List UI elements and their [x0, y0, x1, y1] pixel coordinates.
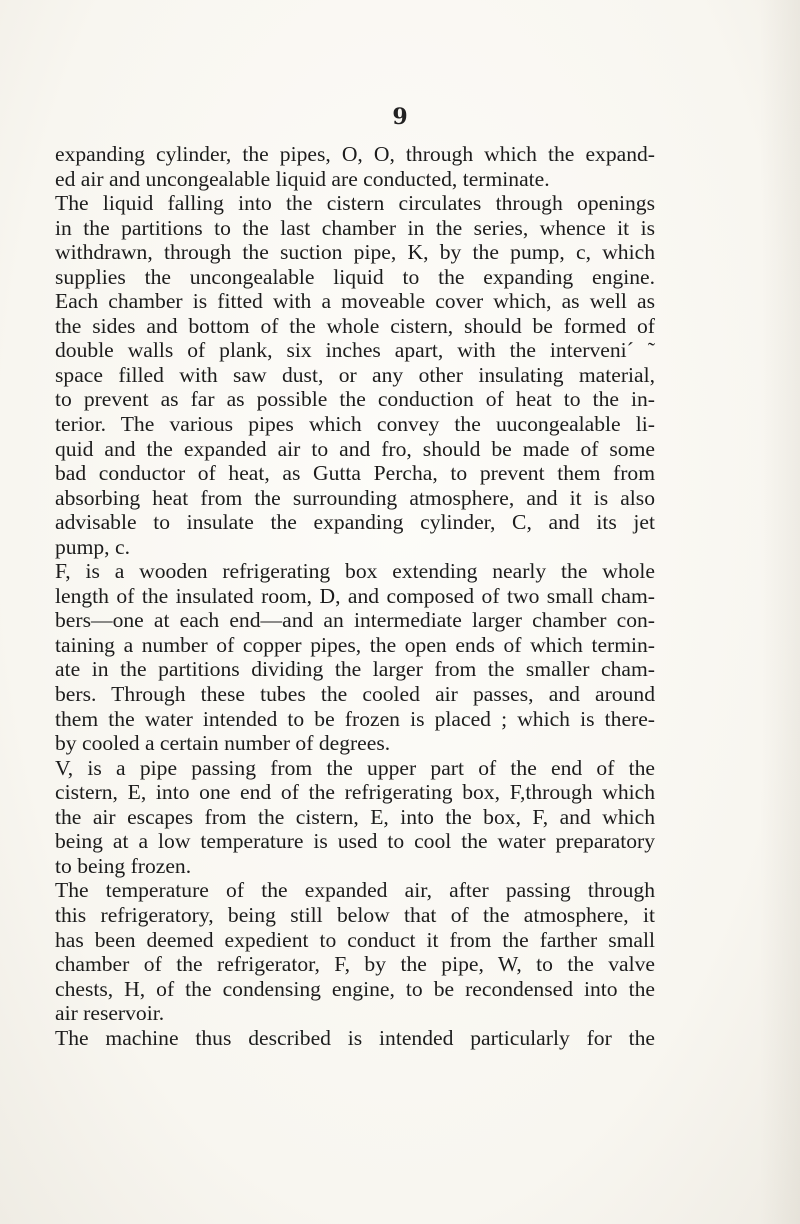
text-line: supplies the uncongealable liquid to the expanding engine.	[55, 264, 655, 289]
text-line: to being frozen.	[55, 853, 192, 878]
text-line: has been deemed expedient to conduct it from the farther small	[55, 927, 655, 952]
text-line: ate in the partitions dividing the larger from the smaller cham-	[55, 657, 655, 682]
text-line: chamber of the refrigerator, F, by the pipe, W, to the valve	[55, 952, 655, 977]
text-line: the sides and bottom of the whole cistern, should be formed of	[55, 313, 655, 338]
text-line: by cooled a certain number of degrees.	[55, 731, 391, 756]
text-line: cistern, E, into one end of the refrigerating box, F,through which	[55, 780, 655, 805]
text-line: The temperature of the expanded air, after passing through	[55, 878, 655, 903]
text-line: The machine thus described is intended particularly for the	[55, 1025, 655, 1050]
text-line: bers. Through these tubes the cooled air passes, and around	[55, 682, 655, 707]
page-edge-shadow	[760, 0, 800, 1224]
text-line: F, is a wooden refrigerating box extending nearly the whole	[55, 559, 655, 584]
text-line: absorbing heat from the surrounding atmosphere, and it is also	[55, 485, 655, 510]
text-line: terior. The various pipes which convey the uucongealable li-	[55, 412, 655, 437]
text-line: ed air and uncongealable liquid are conducted, terminate.	[55, 166, 550, 191]
text-line: The liquid falling into the cistern circulates through openings	[55, 191, 655, 216]
text-line: length of the insulated room, D, and composed of two small cham-	[55, 583, 655, 608]
text-line: to prevent as far as possible the conduction of heat to the in-	[55, 387, 655, 412]
text-line: bers—one at each end—and an intermediate larger chamber con-	[55, 608, 655, 633]
text-line: the air escapes from the cistern, E, into the box, F, and which	[55, 804, 655, 829]
text-line: space filled with saw dust, or any other insulating material,	[55, 362, 655, 387]
text-line: in the partitions to the last chamber in the series, whence it is	[55, 215, 655, 240]
body-text	[55, 142, 655, 1050]
text-line: chests, H, of the condensing engine, to be recondensed into the	[55, 976, 655, 1001]
text-line: bad conductor of heat, as Gutta Percha, to prevent them from	[55, 461, 655, 486]
text-line: being at a low temperature is used to cool the water preparatory	[55, 829, 655, 854]
text-line: air reservoir.	[55, 1001, 165, 1026]
text-line: expanding cylinder, the pipes, O, O, through which the expand-	[55, 142, 655, 166]
page-number: 9	[392, 104, 408, 130]
text-line: advisable to insulate the expanding cylinder, C, and its jet	[55, 510, 655, 535]
text-line: them the water intended to be frozen is placed ; which is there-	[55, 706, 655, 731]
text-line: pump, c.	[55, 534, 130, 559]
text-line: double walls of plank, six inches apart, with the interveni´ ˜	[55, 338, 655, 363]
text-line: taining a number of copper pipes, the open ends of which termin-	[55, 632, 655, 657]
text-line: this refrigeratory, being still below that of the atmosphere, it	[55, 902, 655, 927]
text-line: V, is a pipe passing from the upper part of the end of the	[55, 755, 655, 780]
text-line: Each chamber is fitted with a moveable cover which, as well as	[55, 289, 655, 314]
text-line: withdrawn, through the suction pipe, K, by the pump, c, which	[55, 240, 655, 265]
text-line: quid and the expanded air to and fro, should be made of some	[55, 436, 655, 461]
